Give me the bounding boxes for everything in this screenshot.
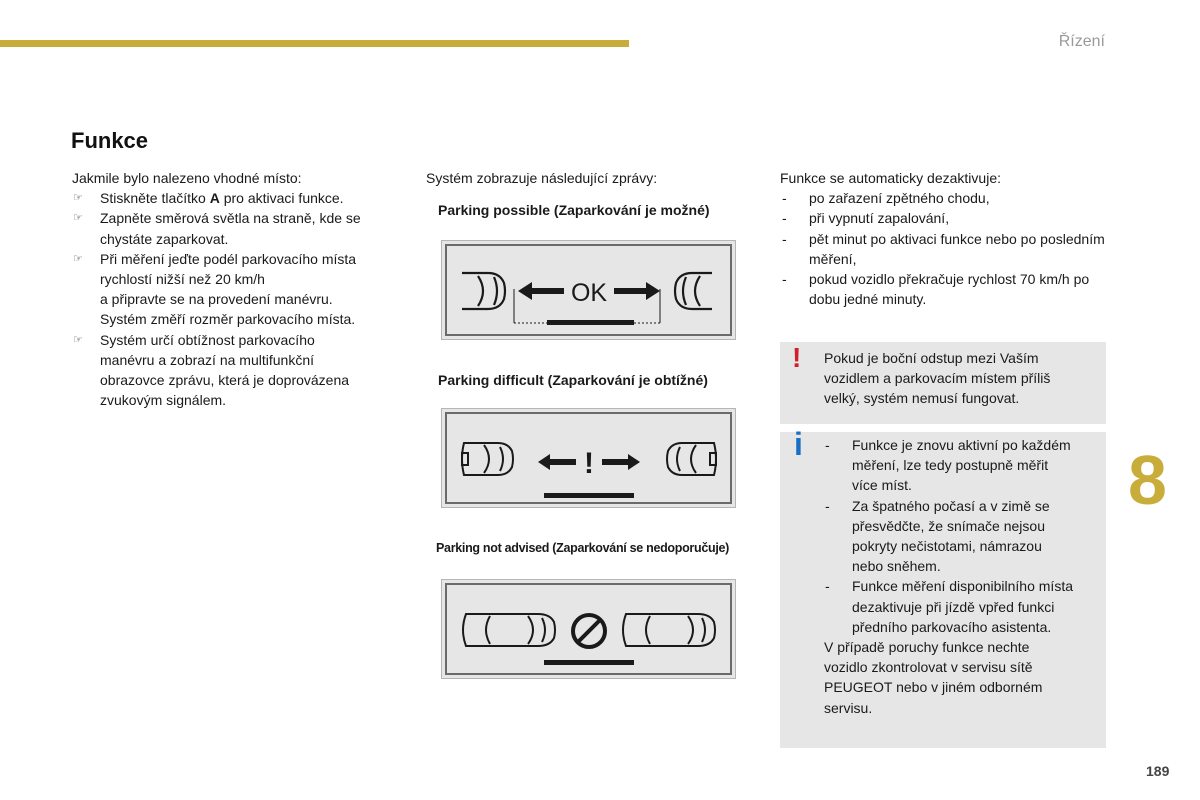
list-item-line: měření, lze tedy postupně měřit [852, 457, 1049, 474]
warning-line: vozidlem a parkovacím místem příliš [824, 370, 1051, 387]
list-item-line: Za špatného počasí a v zimě se [852, 497, 1050, 514]
page-number: 189 [1146, 763, 1170, 779]
info-closing-line: servisu. [824, 699, 873, 716]
header-accent-rule [0, 40, 629, 47]
activation-list [72, 188, 402, 410]
prohibited-icon [573, 615, 605, 647]
deactivation-intro: Funkce se automaticky dezaktivuje: [780, 170, 1001, 186]
list-item-line: rychlostí nižší než 20 km/h [100, 271, 265, 288]
list-item-line: a připravte se na provedení manévru. [100, 291, 333, 308]
list-item-line: přesvědčte, že snímače nejsou [852, 517, 1045, 534]
message-label-difficult: Parking difficult (Zaparkování je obtížné) [438, 372, 708, 388]
list-item-line: dezaktivuje při jízdě vpřed funkci [852, 598, 1055, 615]
parking-possible-graphic [442, 241, 737, 341]
car-icon [462, 273, 505, 309]
list-item [780, 208, 1110, 228]
list-item-line: Systém změří rozměr parkovacího místa. [100, 311, 356, 328]
list-item-line: předního parkovacího asistenta. [852, 618, 1052, 635]
pointing-hand-icon: ☞ [73, 212, 83, 225]
list-item-line: po dobu jedné minuty. [809, 271, 1090, 308]
car-icon [462, 443, 513, 475]
dash-marker: - [825, 437, 830, 453]
display-parking-possible [441, 240, 736, 340]
list-item-line: Zapněte směrová světla na straně, kde se [100, 210, 361, 227]
list-item [72, 188, 402, 208]
car-icon [675, 273, 712, 309]
message-label-not-advised: Parking not advised (Zaparkování se nedoporučuje) [436, 541, 730, 555]
pointing-hand-icon: ☞ [73, 333, 83, 346]
list-item-line: chystáte zaparkovat. [100, 230, 229, 247]
list-item-line: Systém určí obtížnost parkovacího [100, 331, 315, 348]
list-item-line: při vypnutí zapalování, [809, 210, 950, 227]
list-item-line: pět minut po aktivaci funkce nebo po [809, 230, 1037, 247]
list-item [780, 188, 1110, 208]
parking-difficult-graphic [442, 409, 737, 509]
list-item-line: posledním měření, [809, 230, 1105, 267]
page-title: Funkce [71, 128, 149, 153]
kerb-bar [544, 660, 634, 665]
info-closing-line: V případě poruchy funkce nechte [824, 639, 1030, 655]
list-item [72, 208, 402, 248]
info-icon: i [794, 426, 803, 462]
message-label-possible: Parking possible (Zaparkování je možné) [438, 202, 710, 218]
list-item [824, 435, 1104, 496]
kerb-bar [547, 320, 634, 325]
display-parking-not-advised [441, 579, 736, 679]
deactivation-conditions [780, 168, 1110, 309]
dash-marker: - [782, 190, 787, 207]
display-parking-difficult [441, 408, 736, 508]
list-item-line: obrazovce zprávu, která je doprovázena [100, 372, 350, 389]
warning-icon: ! [792, 342, 802, 373]
dash-marker: - [782, 210, 787, 227]
list-item-line: manévru a zobrazí na multifunkční [100, 351, 314, 368]
info-closing-line: PEUGEOT nebo v jiném odborném [824, 679, 1043, 696]
car-icon [623, 614, 715, 646]
parking-not-advised-graphic [442, 580, 737, 680]
list-item [824, 496, 1104, 577]
activation-steps [72, 168, 402, 410]
list-item-line: nebo sněhem. [852, 558, 941, 575]
list-item-line: po zařazení zpětného chodu, [809, 190, 990, 207]
dash-marker: - [782, 230, 787, 247]
list-item-line: pokud vozidlo překračuje rychlost 70 km/h [809, 271, 1070, 288]
messages-intro: Systém zobrazuje následující zprávy: [426, 170, 658, 186]
list-item [780, 229, 1110, 269]
list-item [72, 330, 402, 411]
warning-line: velký, systém nemusí fungovat. [824, 390, 1020, 407]
list-item-line: více míst. [852, 477, 912, 494]
deactivation-list [780, 188, 1110, 309]
list-item-line: Funkce měření disponibilního místa [852, 578, 1073, 595]
activation-intro: Jakmile bylo nalezeno vhodné místo: [72, 170, 302, 186]
list-item-line: zvukovým signálem. [100, 392, 227, 409]
section-label: Řízení [1058, 33, 1105, 50]
info-note [780, 426, 1106, 748]
car-icon [667, 443, 716, 475]
chapter-number: 8 [1128, 441, 1167, 519]
list-item-text: Stiskněte tlačítko A pro aktivaci funkce. [100, 190, 344, 207]
warning-line: Pokud je boční odstup mezi Vaším [824, 350, 1039, 366]
screen-message-text: OK [570, 279, 608, 307]
list-item-line: Funkce je znovu aktivní po každém [852, 437, 1071, 453]
car-icon [463, 614, 555, 646]
dash-marker: - [782, 271, 787, 288]
warning-text [824, 348, 1094, 409]
list-item [780, 269, 1110, 309]
list-item [824, 576, 1104, 637]
dash-marker: - [825, 578, 830, 595]
list-item-line: Při měření jeďte podél parkovacího místa [100, 250, 357, 267]
pointing-hand-icon: ☞ [73, 252, 83, 265]
list-item [72, 249, 402, 330]
kerb-bar [544, 493, 634, 498]
pointing-hand-icon: ☞ [73, 192, 83, 205]
screen-message-text: ! [584, 447, 594, 480]
info-closing-text [824, 637, 1094, 718]
info-closing-line: vozidlo zkontrolovat v servisu sítě [824, 659, 1033, 676]
list-item-line: pokryty nečistotami, námrazou [852, 538, 1042, 555]
dash-marker: - [825, 497, 830, 514]
warning-note [780, 342, 1106, 424]
info-list [824, 435, 1104, 637]
